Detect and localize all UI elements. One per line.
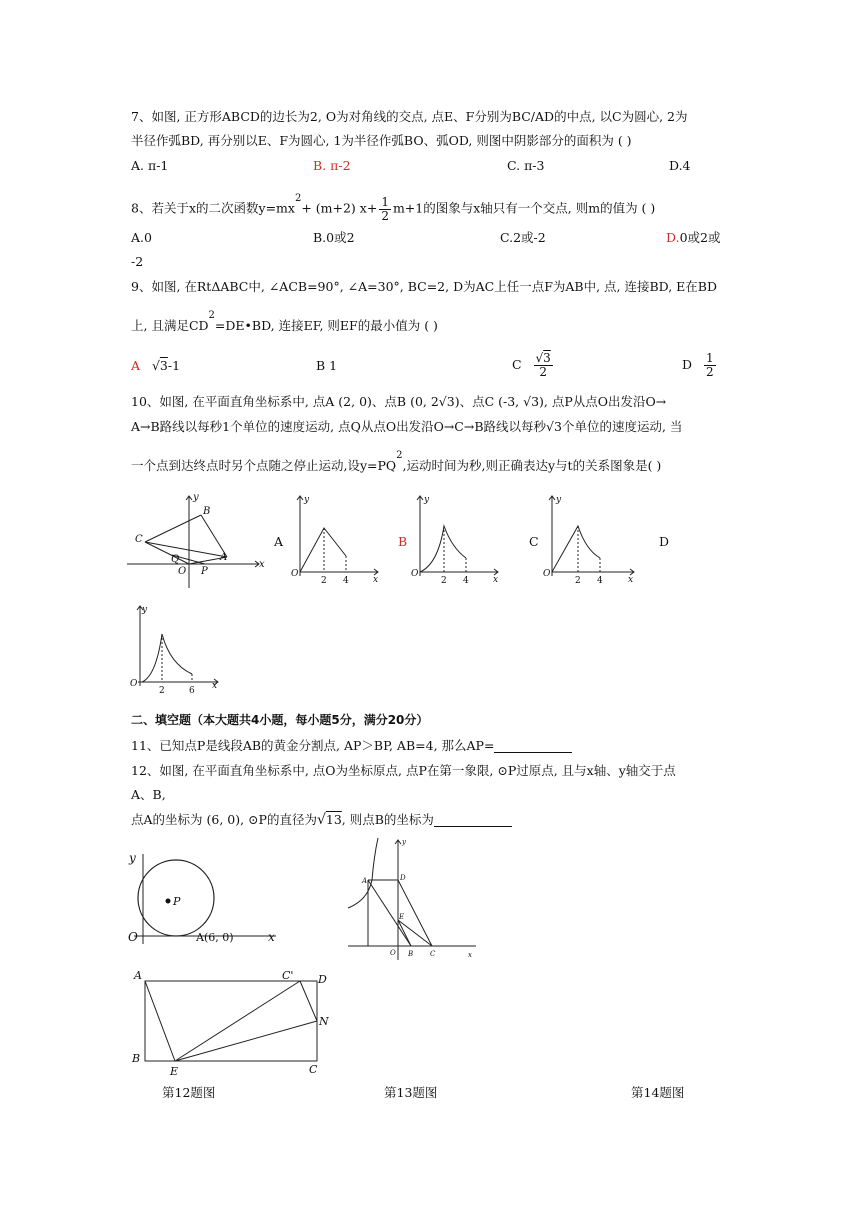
fig12-label-p: P [173,895,181,908]
q8-option-d: D.0或2或 [666,230,721,245]
q10-graph-a-label: A [274,534,284,549]
svg-text:6: 6 [189,686,195,696]
svg-text:O: O [291,569,299,579]
q7-option-d: D.4 [669,158,691,173]
q9-option-d: D $\frac{1}{2}$ [682,351,714,379]
q9-line2: 上, 且满足$CD^2=DE•BD$, 连接EF, 则EF的最小值为 ( ) [131,310,438,334]
q10-line3: 一个点到达终点时另个点随之停止运动,设$y=PQ^2$,运动时间为秒,则正确表达y与t的关系图象是( ) [131,450,662,474]
section-2-heading: 二、填空题（本大题共4小题，每小题5分，满分20分） [131,713,429,727]
fig14-label-d: D [318,973,327,986]
svg-text:y: y [304,495,310,505]
q7-option-b: B. π-2 [313,158,351,173]
svg-text:O: O [411,569,419,579]
q8-option-d-text: 0或2或 [679,230,721,245]
fig14-label-c: C [309,1063,318,1076]
q8-text-pre: 8、若关于x的二次函数y=mx [131,200,295,216]
fig13-label-o: O [390,949,396,957]
svg-text:x: x [373,575,379,585]
q8-sup: 2 [294,193,302,205]
q12-line2: A、B, [131,787,166,802]
q9-option-b: B 1 [316,358,338,373]
fig12 [126,848,286,948]
q8-text-mid: + (m+2) x+ [301,200,378,216]
q10-fig-label-b: B [203,506,211,517]
q9-option-c: C $\frac{√3}{2}$ [512,351,551,379]
q10-fig-label-y: y [193,492,199,503]
svg-text:4: 4 [463,576,469,586]
svg-text:x: x [212,681,218,691]
fig13-label-y: y [402,838,406,846]
q12-line1: 12、如图, 在平面直角坐标系中, 点O为坐标原点, 点P在第一象限, ⊙P过原点, 且与x轴、y轴交于点 [131,763,676,778]
caption-fig14: 第14题图 [631,1085,685,1100]
q7-option-a: A. π-1 [131,158,169,173]
q7-line2: 半径作弧BD, 再分别以E、F为圆心, 1为半径作弧BO、弧OD, 则图中阴影部分的面积为 ( ) [131,133,632,148]
fig12-label-o: O [128,930,138,944]
fig13-label-e: E [399,913,405,921]
fig12-label-x: x [268,930,275,944]
svg-text:x: x [493,575,499,585]
svg-text:y: y [142,605,148,615]
q8-stem [131,193,656,223]
fig13-label-d: D [400,874,406,882]
q12-line3: 点A的坐标为 (6, 0), ⊙P的直径为√13, 则点B的坐标为 [131,813,512,827]
fig13 [344,836,479,964]
q10-graph-c-label: C [529,534,539,549]
q9-line1: 9、如图, 在RtΔABC中, ∠ACB=90°, ∠A=30°, BC=2, D为AC上任一点F为AB中, 点, 连接BD, E在BD [131,279,718,294]
fig14-label-e: E [170,1065,179,1078]
q7-option-c: C. π-3 [507,158,545,173]
fig14-label-b: B [132,1052,141,1065]
fig13-label-x: x [468,951,472,959]
q10-figure [127,492,267,592]
q10-graph-c [540,492,640,587]
svg-text:2: 2 [321,576,327,586]
q11: 11、已知点P是线段AB的黄金分割点, AP＞BP, AB=4, 那么AP= [131,740,572,753]
fig13-label-a: A [362,877,368,885]
fig13-label-b: B [408,950,414,958]
fig14-label-cprime: C' [282,969,294,982]
fig13-label-c: C [430,950,436,958]
svg-text:y: y [556,495,562,505]
svg-text:x: x [628,575,634,585]
svg-text:y: y [424,495,430,505]
q10-graph-d-label: D [659,534,670,549]
q10-fig-label-p: P [201,566,208,577]
q12-answer-blank[interactable] [434,826,512,827]
q11-answer-blank[interactable] [494,752,572,753]
q10-graph-a [288,492,383,587]
svg-text:2: 2 [441,576,447,586]
q8-text-post: m+1的图象与x轴只有一个交点, 则m的值为 ( ) [392,200,656,216]
q9-option-a: A √3-1 [131,358,181,373]
q8-option-d-wrap: -2 [131,254,144,269]
q10-fig-label-q: Q [171,554,180,565]
q10-line1: 10、如图, 在平面直角坐标系中, 点A (2, 0)、点B (0, 2√3)、点C (-3, √3), 点P从点O出发沿O→ [131,394,667,409]
svg-text:4: 4 [597,576,603,586]
q8-option-c: C.2或-2 [500,230,546,245]
q8-option-b: B.0或2 [313,230,355,245]
svg-text:4: 4 [343,576,349,586]
q10-graph-b-label: B [398,534,408,549]
q8-fraction: $\frac{1}{2}$ [381,195,389,223]
svg-text:2: 2 [575,576,581,586]
q10-fig-label-a: A [220,552,228,563]
q10-fig-label-x: x [259,559,265,570]
q10-fig-label-c: C [135,534,143,545]
fig14-label-a: A [134,969,142,982]
q10-line2: A→B路线以每秒1个单位的速度运动, 点Q从点O出发沿O→C→B路线以每秒√3个单位的速度运动, 当 [131,419,683,434]
fig12-label-a: A(6, 0) [196,931,234,944]
fig14-label-n: N [319,1015,329,1028]
fig12-label-y: y [129,851,136,865]
svg-text:O: O [130,679,138,689]
q10-fig-label-o: O [178,566,187,577]
svg-text:O: O [543,569,551,579]
q7-line1: 7、如图, 正方形ABCD的边长为2, O为对角线的交点, 点E、F分别为BC/AD的中点, 以C为圆心, 2为 [131,109,688,124]
svg-text:2: 2 [159,686,165,696]
q10-graph-d [128,602,228,697]
caption-fig12: 第12题图 [162,1085,216,1100]
fig14 [128,966,338,1078]
q10-graph-b [408,492,503,587]
caption-fig13: 第13题图 [384,1085,438,1100]
q8-option-a: A.0 [131,230,152,245]
